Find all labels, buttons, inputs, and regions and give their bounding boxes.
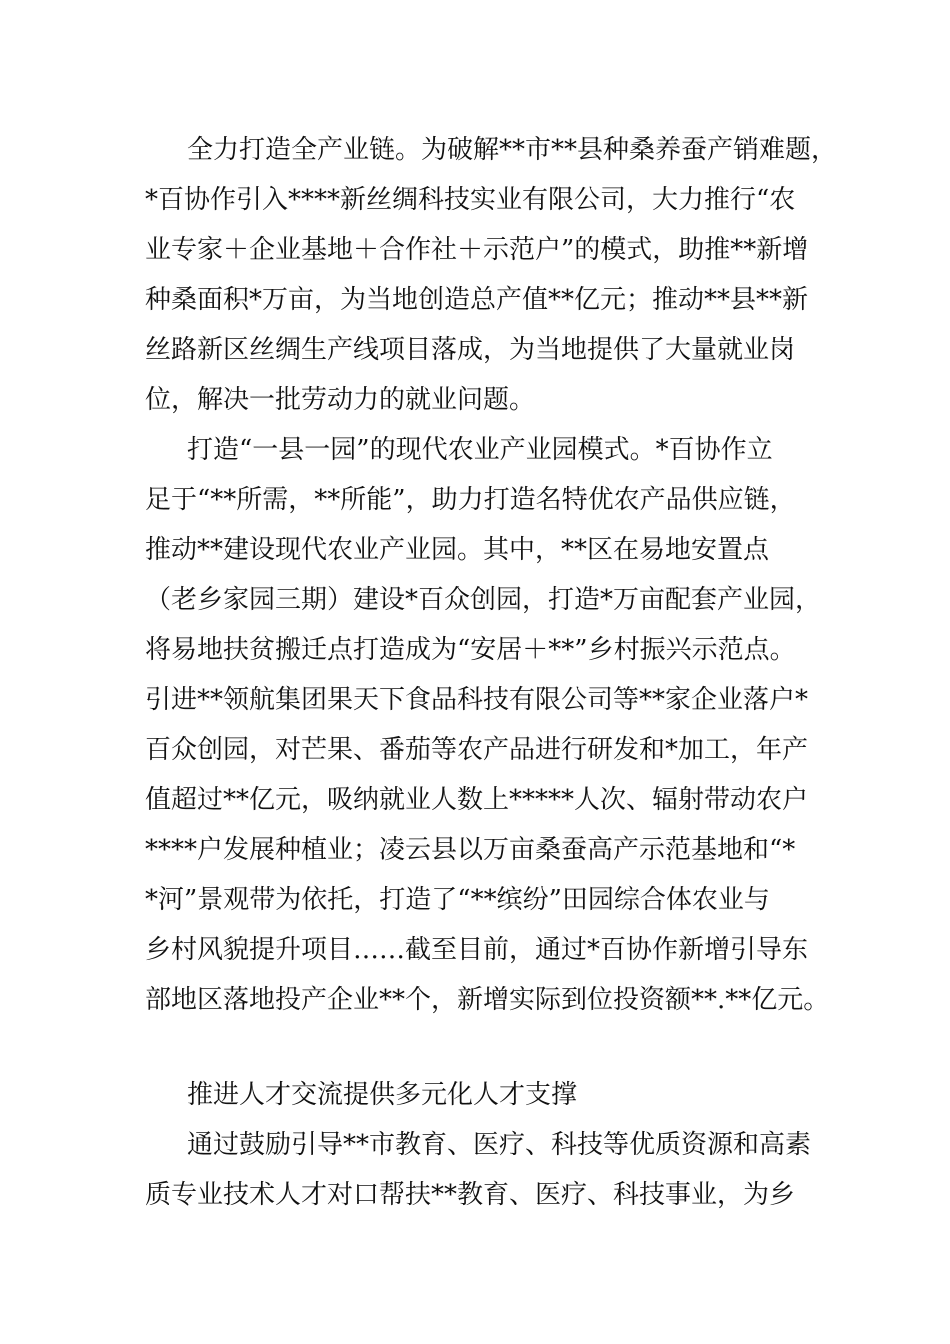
paragraph-line: ****户发展种植业；凌云县以万亩桑蚕高产示范基地和“*: [145, 835, 796, 865]
paragraph-line: *河”景观带为依托，打造了“**缤纷”田园综合体农业与: [145, 885, 770, 915]
paragraph-line: 打造“一县一园”的现代农业产业园模式。*百协作立: [187, 435, 773, 465]
paragraph-line: 全力打造全产业链。为破解**市**县种桑养蚕产销难题，: [187, 135, 838, 165]
paragraph-line: 百众创园，对芒果、番茄等农产品进行研发和*加工，年产: [145, 735, 809, 765]
paragraph-line: 引进**领航集团果天下食品科技有限公司等**家企业落户*: [145, 685, 809, 715]
paragraph-line: 通过鼓励引导**市教育、医疗、科技等优质资源和高素: [187, 1130, 812, 1160]
paragraph-line: 部地区落地投产企业**个，新增实际到位投资额**.**亿元。: [145, 985, 830, 1015]
paragraph-line: 业专家＋企业基地＋合作社＋示范户”的模式，助推**新增: [145, 235, 809, 265]
paragraph-line: 种桑面积*万亩，为当地创造总产值**亿元；推动**县**新: [145, 285, 809, 315]
paragraph-line: 位，解决一批劳动力的就业问题。: [145, 385, 536, 415]
paragraph-line: 乡村风貌提升项目……截至目前，通过*百协作新增引导东: [145, 935, 809, 965]
paragraph-line: 将易地扶贫搬迁点打造成为“安居＋**”乡村振兴示范点。: [145, 635, 796, 665]
section-heading: 推进人才交流提供多元化人才支撑: [187, 1080, 578, 1110]
paragraph-line: *百协作引入****新丝绸科技实业有限公司，大力推行“农: [145, 185, 796, 215]
paragraph-line: （老乡家园三期）建设*百众创园，打造*万亩配套产业园，: [145, 585, 822, 615]
paragraph-line: 质专业技术人才对口帮扶**教育、医疗、科技事业，为乡: [145, 1180, 796, 1210]
paragraph-line: 值超过**亿元，吸纳就业人数上*****人次、辐射带动农户: [145, 785, 809, 815]
paragraph-line: 推动**建设现代农业产业园。其中，**区在易地安置点: [145, 535, 770, 565]
paragraph-line: 丝路新区丝绸生产线项目落成，为当地提供了大量就业岗: [145, 335, 796, 365]
paragraph-line: 足于“**所需，**所能”，助力打造名特优农产品供应链，: [145, 485, 796, 515]
